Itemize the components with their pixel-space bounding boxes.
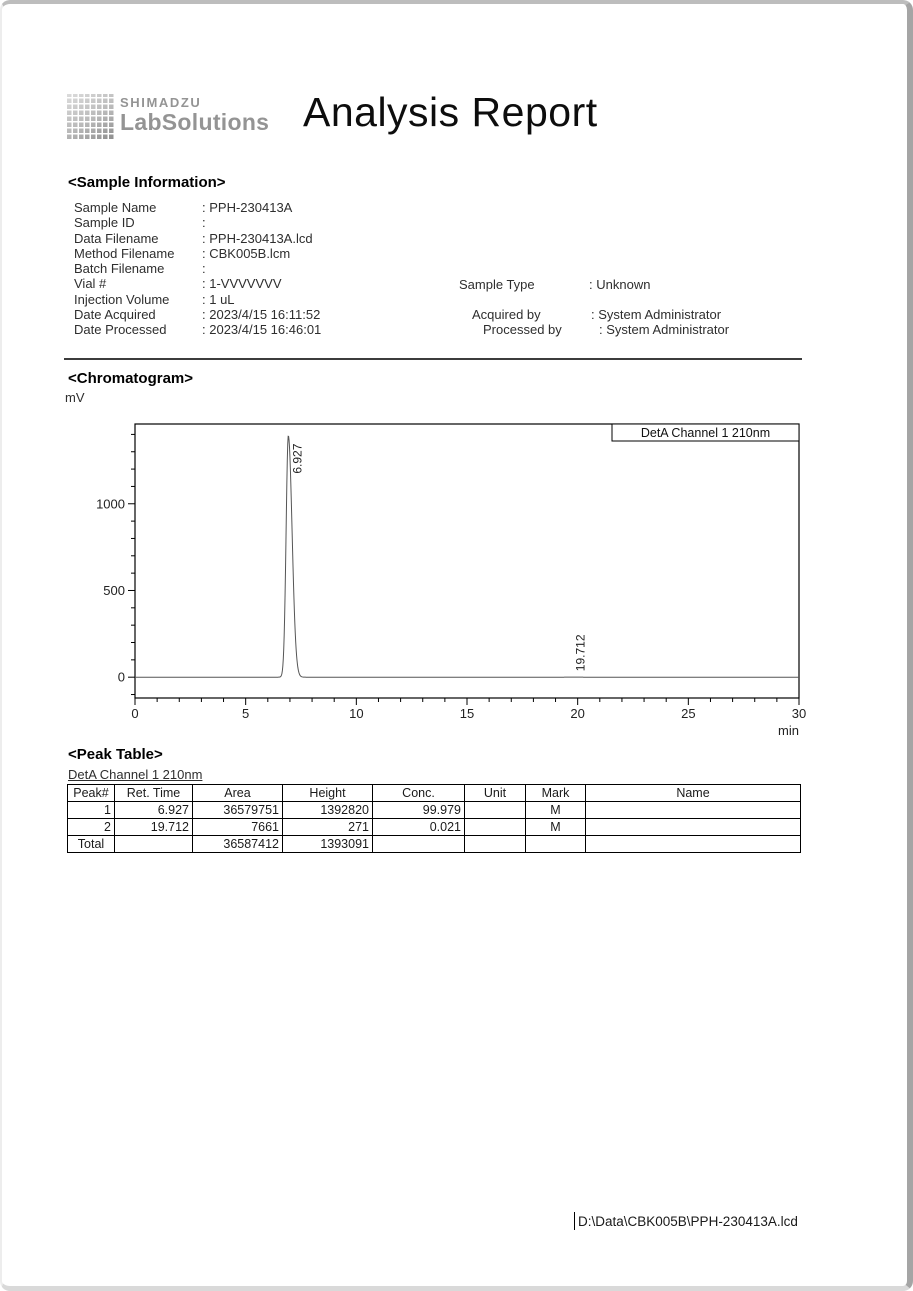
- peak-table-cell: 1393091: [283, 836, 373, 853]
- peak-table-row: [68, 819, 801, 836]
- peak-table-cell: [465, 802, 526, 819]
- x-tick-label: 10: [349, 706, 364, 721]
- sample-info-row: Acquired by : System Administrator: [472, 307, 722, 323]
- x-tick-label: 25: [681, 706, 696, 721]
- peak-table-cell: [586, 819, 801, 836]
- x-tick-label: 20: [570, 706, 585, 721]
- peak-table-cell: 1: [68, 802, 115, 819]
- peak-table-cell: [586, 802, 801, 819]
- brand-shimadzu-text: SHIMADZU: [120, 95, 202, 110]
- peak-table-cell: 36579751: [193, 802, 283, 819]
- text-cursor: [574, 1212, 575, 1230]
- shimadzu-grid-icon: [67, 94, 114, 139]
- sample-info-row: Sample ID :: [74, 215, 206, 231]
- info-label: Method Filename: [74, 245, 175, 261]
- peak-table-header-cell: Peak#: [68, 785, 115, 802]
- peak-table-cell: [586, 836, 801, 853]
- info-value: PPH-230413A: [209, 200, 293, 215]
- info-label: Data Filename: [74, 230, 159, 246]
- info-label: Date Processed: [74, 322, 167, 338]
- sample-info-row: Injection Volume : 1 uL: [74, 291, 235, 307]
- brand-labsolutions-text: LabSolutions: [120, 109, 270, 135]
- sample-info-row: Method Filename : CBK005B.lcm: [74, 245, 291, 261]
- peak-table-cell: 0.021: [373, 819, 465, 836]
- section-divider: [64, 358, 802, 360]
- peak-table-cell: 1392820: [283, 802, 373, 819]
- info-label: Sample ID: [74, 215, 135, 231]
- sample-info-row: Date Processed : 2023/4/15 16:46:01: [74, 322, 322, 338]
- y-axis-unit-label: mV: [65, 390, 85, 405]
- y-tick-label: 500: [103, 582, 125, 598]
- peak-table-cell: 6.927: [115, 802, 193, 819]
- peak-rt-label: 6.927: [290, 443, 305, 474]
- y-tick-label: 1000: [96, 496, 125, 512]
- x-tick-label: 5: [242, 706, 250, 721]
- peak-table-cell: 99.979: [373, 802, 465, 819]
- info-value: CBK005B.lcm: [209, 245, 291, 261]
- peak-table-cell: 271: [283, 819, 373, 836]
- x-tick-label: 0: [131, 706, 139, 721]
- info-value: System Administrator: [598, 307, 722, 323]
- peak-table-cell: 36587412: [193, 836, 283, 853]
- peak-table-heading: <Peak Table>: [68, 746, 163, 763]
- peak-table-cell: 19.712: [115, 819, 193, 836]
- signal-trace: [135, 436, 799, 677]
- peak-table-cell: 7661: [193, 819, 283, 836]
- peak-table: [67, 784, 801, 853]
- plot-frame: [135, 424, 799, 698]
- peak-rt-label: 19.712: [573, 634, 588, 672]
- info-value: 1-VVVVVVV: [209, 276, 282, 292]
- x-axis-unit-label: min: [778, 723, 799, 738]
- x-tick-label: 30: [791, 706, 807, 721]
- peak-table-header-row: [68, 785, 801, 802]
- peak-table-header-cell: Mark: [526, 785, 586, 802]
- sample-information-heading: <Sample Information>: [68, 174, 226, 191]
- peak-table-header-cell: Unit: [465, 785, 526, 802]
- peak-table-cell: [465, 836, 526, 853]
- chromatogram-chart: [62, 412, 812, 753]
- sample-info-row: Data Filename : PPH-230413A.lcd: [74, 230, 313, 246]
- peak-table-header-cell: Ret. Time: [115, 785, 193, 802]
- peak-table-header-cell: Conc.: [373, 785, 465, 802]
- info-value: 2023/4/15 16:11:52: [209, 307, 321, 323]
- peak-table-header-cell: Area: [193, 785, 283, 802]
- sample-info-row: Batch Filename :: [74, 261, 206, 277]
- sample-info-left-column: [74, 200, 321, 338]
- y-tick-label: 0: [117, 669, 125, 685]
- peak-table-cell: Total: [68, 836, 115, 853]
- info-value: PPH-230413A.lcd: [209, 230, 313, 246]
- sample-info-row: Sample Type : Unknown: [459, 276, 651, 292]
- peak-table-cell: [526, 836, 586, 853]
- brand-logo: [120, 96, 269, 134]
- peak-table-total-row: [68, 836, 801, 853]
- peak-table-cell: M: [526, 819, 586, 836]
- info-label: Batch Filename: [74, 261, 165, 277]
- info-label: Sample Type: [459, 276, 535, 292]
- footer-file-path: D:\Data\CBK005B\PPH-230413A.lcd: [578, 1214, 798, 1229]
- info-label: Date Acquired: [74, 307, 156, 323]
- channel-legend-label: DetA Channel 1 210nm: [640, 426, 771, 440]
- peak-table-header-cell: Height: [283, 785, 373, 802]
- peak-table-cell: [115, 836, 193, 853]
- info-label: Processed by: [483, 322, 562, 338]
- peak-table-channel-label: DetA Channel 1 210nm: [68, 767, 203, 782]
- info-value: 2023/4/15 16:46:01: [209, 322, 322, 338]
- page-title: Analysis Report: [303, 89, 598, 135]
- info-value: System Administrator: [606, 322, 730, 338]
- info-label: Vial #: [74, 276, 107, 292]
- sample-info-row: Sample Name : PPH-230413A: [74, 200, 293, 215]
- peak-table-cell: 2: [68, 819, 115, 836]
- x-tick-label: 15: [459, 706, 475, 721]
- info-label: Injection Volume: [74, 291, 170, 307]
- sample-info-row: Processed by : System Administrator: [483, 322, 730, 338]
- info-label: Acquired by: [472, 307, 541, 323]
- sample-info-row: Date Acquired : 2023/4/15 16:11:52: [74, 307, 321, 323]
- chromatogram-heading: <Chromatogram>: [68, 370, 194, 387]
- peak-table-row: [68, 802, 801, 819]
- info-label: Sample Name: [74, 200, 157, 215]
- chromatogram-svg: [62, 412, 812, 748]
- sample-info-row: Vial # : 1-VVVVVVV: [74, 276, 282, 292]
- peak-table-cell: M: [526, 802, 586, 819]
- peak-table-cell: [465, 819, 526, 836]
- peak-table-header-cell: Name: [586, 785, 801, 802]
- info-value: Unknown: [596, 276, 651, 292]
- peak-table-cell: [373, 836, 465, 853]
- info-value: 1 uL: [209, 291, 235, 307]
